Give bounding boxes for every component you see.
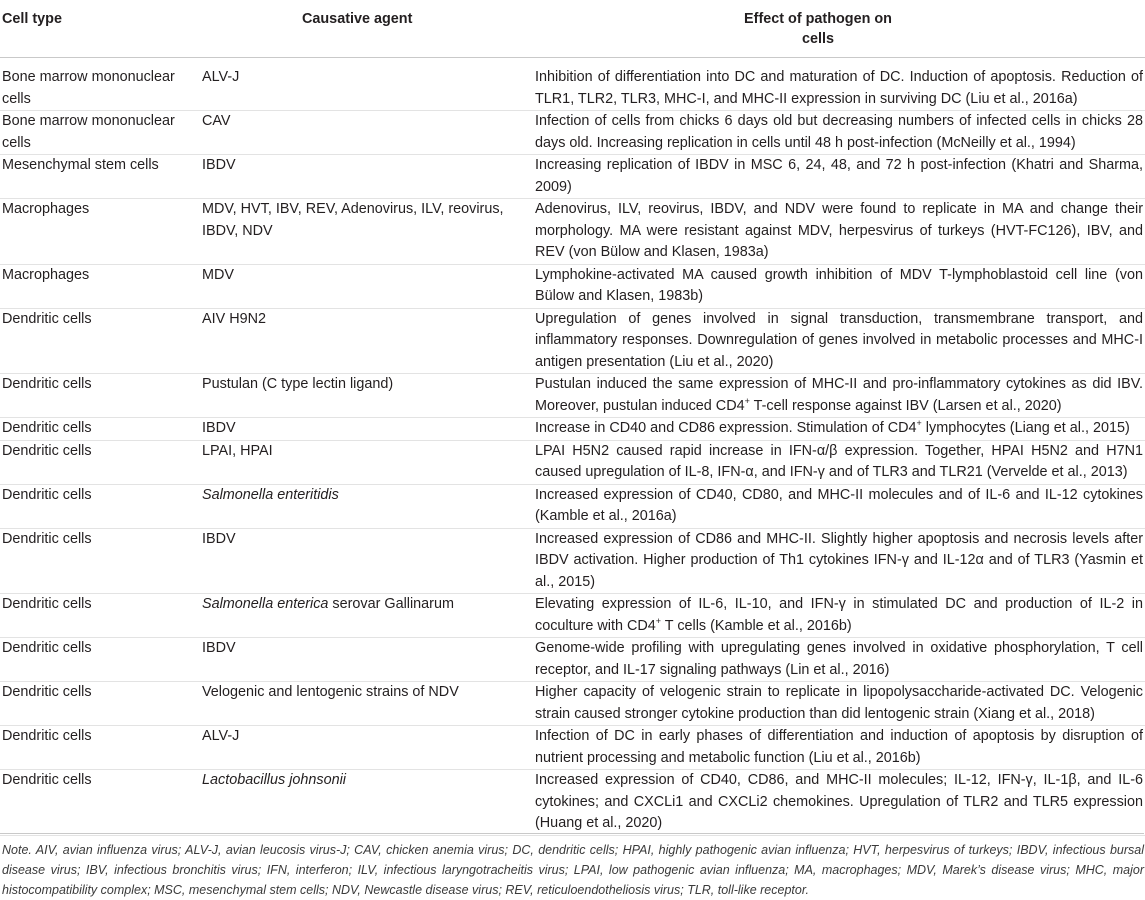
cell-type-cell: Dendritic cells [0,374,202,418]
cell-type-cell: Dendritic cells [0,638,202,682]
cell-type-cell: Dendritic cells [0,484,202,528]
agent-rest-text: serovar Gallinarum [328,596,454,612]
cell-type-cell: Dendritic cells [0,308,202,374]
table-row [0,594,1145,638]
table-row [0,484,1145,528]
superscript-plus: + [655,615,662,626]
effect-text-continued: T cells (Kamble et al., 2016b) [661,617,852,634]
causative-agent-cell: LPAI, HPAI [202,440,535,484]
table-row [0,528,1145,594]
causative-agent-cell [202,770,535,836]
effect-text: Pustulan induced the same expression of MHC-II and pro-inflammatory cytokines as did IBV. Moreover, pustulan induced CD4 [535,376,1143,414]
cell-type-cell: Mesenchymal stem cells [0,155,202,199]
header-row [0,0,1145,58]
agent-italic-text: Lactobacillus johnsonii [202,772,346,788]
agent-italic-text: Salmonella enteritidis [202,486,339,503]
table-row [0,638,1145,682]
table-row [0,440,1145,484]
table-row [0,726,1145,770]
cell-type-cell: Dendritic cells [0,770,202,836]
cell-type-cell: Dendritic cells [0,528,202,594]
table-row [0,770,1145,836]
causative-agent-cell: Pustulan (C type lectin ligand) [202,374,535,418]
table-header [0,0,1145,58]
effect-cell [535,418,1145,441]
cell-type-cell: Dendritic cells [0,726,202,770]
effect-cell: Infection of DC in early phases of differentiation and induction of apoptosis by disruption of nutrient processing and metabolic function (Liu et al., 2016b) [535,726,1145,770]
effect-text: Increase in CD40 and CD86 expression. Stimulation of CD4 [535,420,917,436]
effect-cell: LPAI H5N2 caused rapid increase in IFN-α/β expression. Together, HPAI H5N2 and H7N1 caused upregulation of IL-8, IFN-α, and IFN-γ and of TLR3 and TLR21 (Vervelde et al., 2013) [535,440,1145,484]
superscript-plus: + [916,418,922,429]
causative-agent-cell: AIV H9N2 [202,308,535,374]
table-row [0,111,1145,155]
effect-text-continued: T-cell response against IBV (Larsen et al., 2020) [749,397,1062,414]
causative-agent-cell: IBDV [202,155,535,199]
effect-cell: Genome-wide profiling with upregulating genes involved in oxidative phosphorylation, T cell receptor, and IL-17 signaling pathways (Lin et al., 2016) [535,638,1145,682]
header-effect [535,0,1145,58]
cell-type-cell: Macrophages [0,199,202,265]
cell-type-cell: Dendritic cells [0,682,202,726]
causative-agent-cell: MDV [202,264,535,308]
table-row [0,682,1145,726]
cell-type-cell: Dendritic cells [0,594,202,638]
cell-type-cell: Dendritic cells [0,418,202,441]
causative-agent-cell: IBDV [202,418,535,441]
effect-cell: Increased expression of CD40, CD80, and MHC-II molecules and of IL-6 and IL-12 cytokines (Kamble et al., 2016a) [535,484,1145,528]
effect-cell: Lymphokine-activated MA caused growth inhibition of MDV T-lymphoblastoid cell line (von Bülow and Klasen, 1983b) [535,264,1145,308]
table-body [0,58,1145,836]
table-row [0,308,1145,374]
effect-cell: Inhibition of differentiation into DC and maturation of DC. Induction of apoptosis. Reduction of TLR1, TLR2, TLR3, MHC-I, and MHC-II expression in surviving DC (Liu et al., 2016a) [535,58,1145,111]
table-row [0,264,1145,308]
effect-text-continued: lymphocytes (Liang et al., 2015) [921,420,1130,436]
cell-type-cell: Macrophages [0,264,202,308]
header-causative-agent: Causative agent [202,0,535,58]
header-effect-line2: cells [801,31,834,47]
effect-cell [535,374,1145,418]
causative-agent-cell: MDV, HVT, IBV, REV, Adenovirus, ILV, reovirus, IBDV, NDV [202,199,535,265]
causative-agent-cell: CAV [202,111,535,155]
table-row [0,374,1145,418]
effect-text: Elevating expression of IL-6, IL-10, and IFN-γ in stimulated DC and production of IL-2 in coculture with CD4 [535,596,1143,634]
cell-type-cell: Bone marrow mononuclear cells [0,58,202,111]
causative-agent-cell: ALV-J [202,726,535,770]
causative-agent-cell: IBDV [202,528,535,594]
effect-cell: Increasing replication of IBDV in MSC 6, 24, 48, and 72 h post-infection (Khatri and Sharma, 2009) [535,155,1145,199]
table-row [0,418,1145,441]
effect-cell: Infection of cells from chicks 6 days old but decreasing numbers of infected cells in chicks 28 days old. Increasing replication in cells until 48 h post-infection (McNeilly et al., 1994) [535,111,1145,155]
cell-type-cell: Dendritic cells [0,440,202,484]
causative-agent-cell: Velogenic and lentogenic strains of NDV [202,682,535,726]
effect-cell: Upregulation of genes involved in signal transduction, transmembrane transport, and inflammatory responses. Downregulation of genes involved in metabolic processes and MHC-I antigen presentation (Liu et al., 2020) [535,308,1145,374]
table-row [0,155,1145,199]
causative-agent-cell: IBDV [202,638,535,682]
effect-cell [535,594,1145,638]
causative-agent-cell: ALV-J [202,58,535,111]
header-cell-type: Cell type [0,0,202,58]
effect-cell: Increased expression of CD86 and MHC-II. Slightly higher apoptosis and necrosis levels after IBDV activation. Higher production of Th1 cytokines IFN-γ and IL-12α and of TLR3 (Yasmin et al., 2015) [535,528,1145,594]
table-row [0,58,1145,111]
agent-italic-text: Salmonella enterica [202,596,329,612]
effect-cell: Increased expression of CD40, CD86, and MHC-II molecules; IL-12, IFN-γ, IL-1β, and IL-6 cytokines; and CXCLi1 and CXCLi2 chemokines. Upregulation of TLR2 and TLR5 expression (Huang et al., 2020) [535,770,1145,836]
table-footnote: Note. AIV, avian influenza virus; ALV-J, avian leucosis virus-J; CAV, chicken anemia virus; DC, dendritic cells; HPAI, highly pathogenic avian influenza; HVT, herpesvirus of turkeys; IBDV, infectious bursal disease virus; IBV, infectious bronchitis virus; IFN, interferon; ILV, infectious laryngotracheitis virus; LPAI, low pathogenic avian influenza; MA, macrophages; MDV, Marek’s disease virus; MHC, major histocompatibility complex; MSC, mesenchymal stem cells; NDV, Newcastle disease virus; REV, reticuloendotheliosis virus; TLR, toll-like receptor. [0,833,1144,900]
table-row [0,199,1145,265]
causative-agent-cell [202,484,535,528]
effect-cell: Adenovirus, ILV, reovirus, IBDV, and NDV were found to replicate in MA and change their morphology. MA were resistant against MDV, herpesvirus of turkeys (HVT-FC126), IBV, and REV (von Bülow and Klasen, 1983a) [535,199,1145,265]
causative-agent-cell [202,594,535,638]
effect-cell: Higher capacity of velogenic strain to replicate in lipopolysaccharide-activated DC. Velogenic strain caused stronger cytokine production than did lentogenic strain (Xiang et al., 2018) [535,682,1145,726]
header-effect-line1: Effect of pathogen on [744,11,892,27]
superscript-plus: + [744,395,750,406]
cell-type-cell: Bone marrow mononuclear cells [0,111,202,155]
